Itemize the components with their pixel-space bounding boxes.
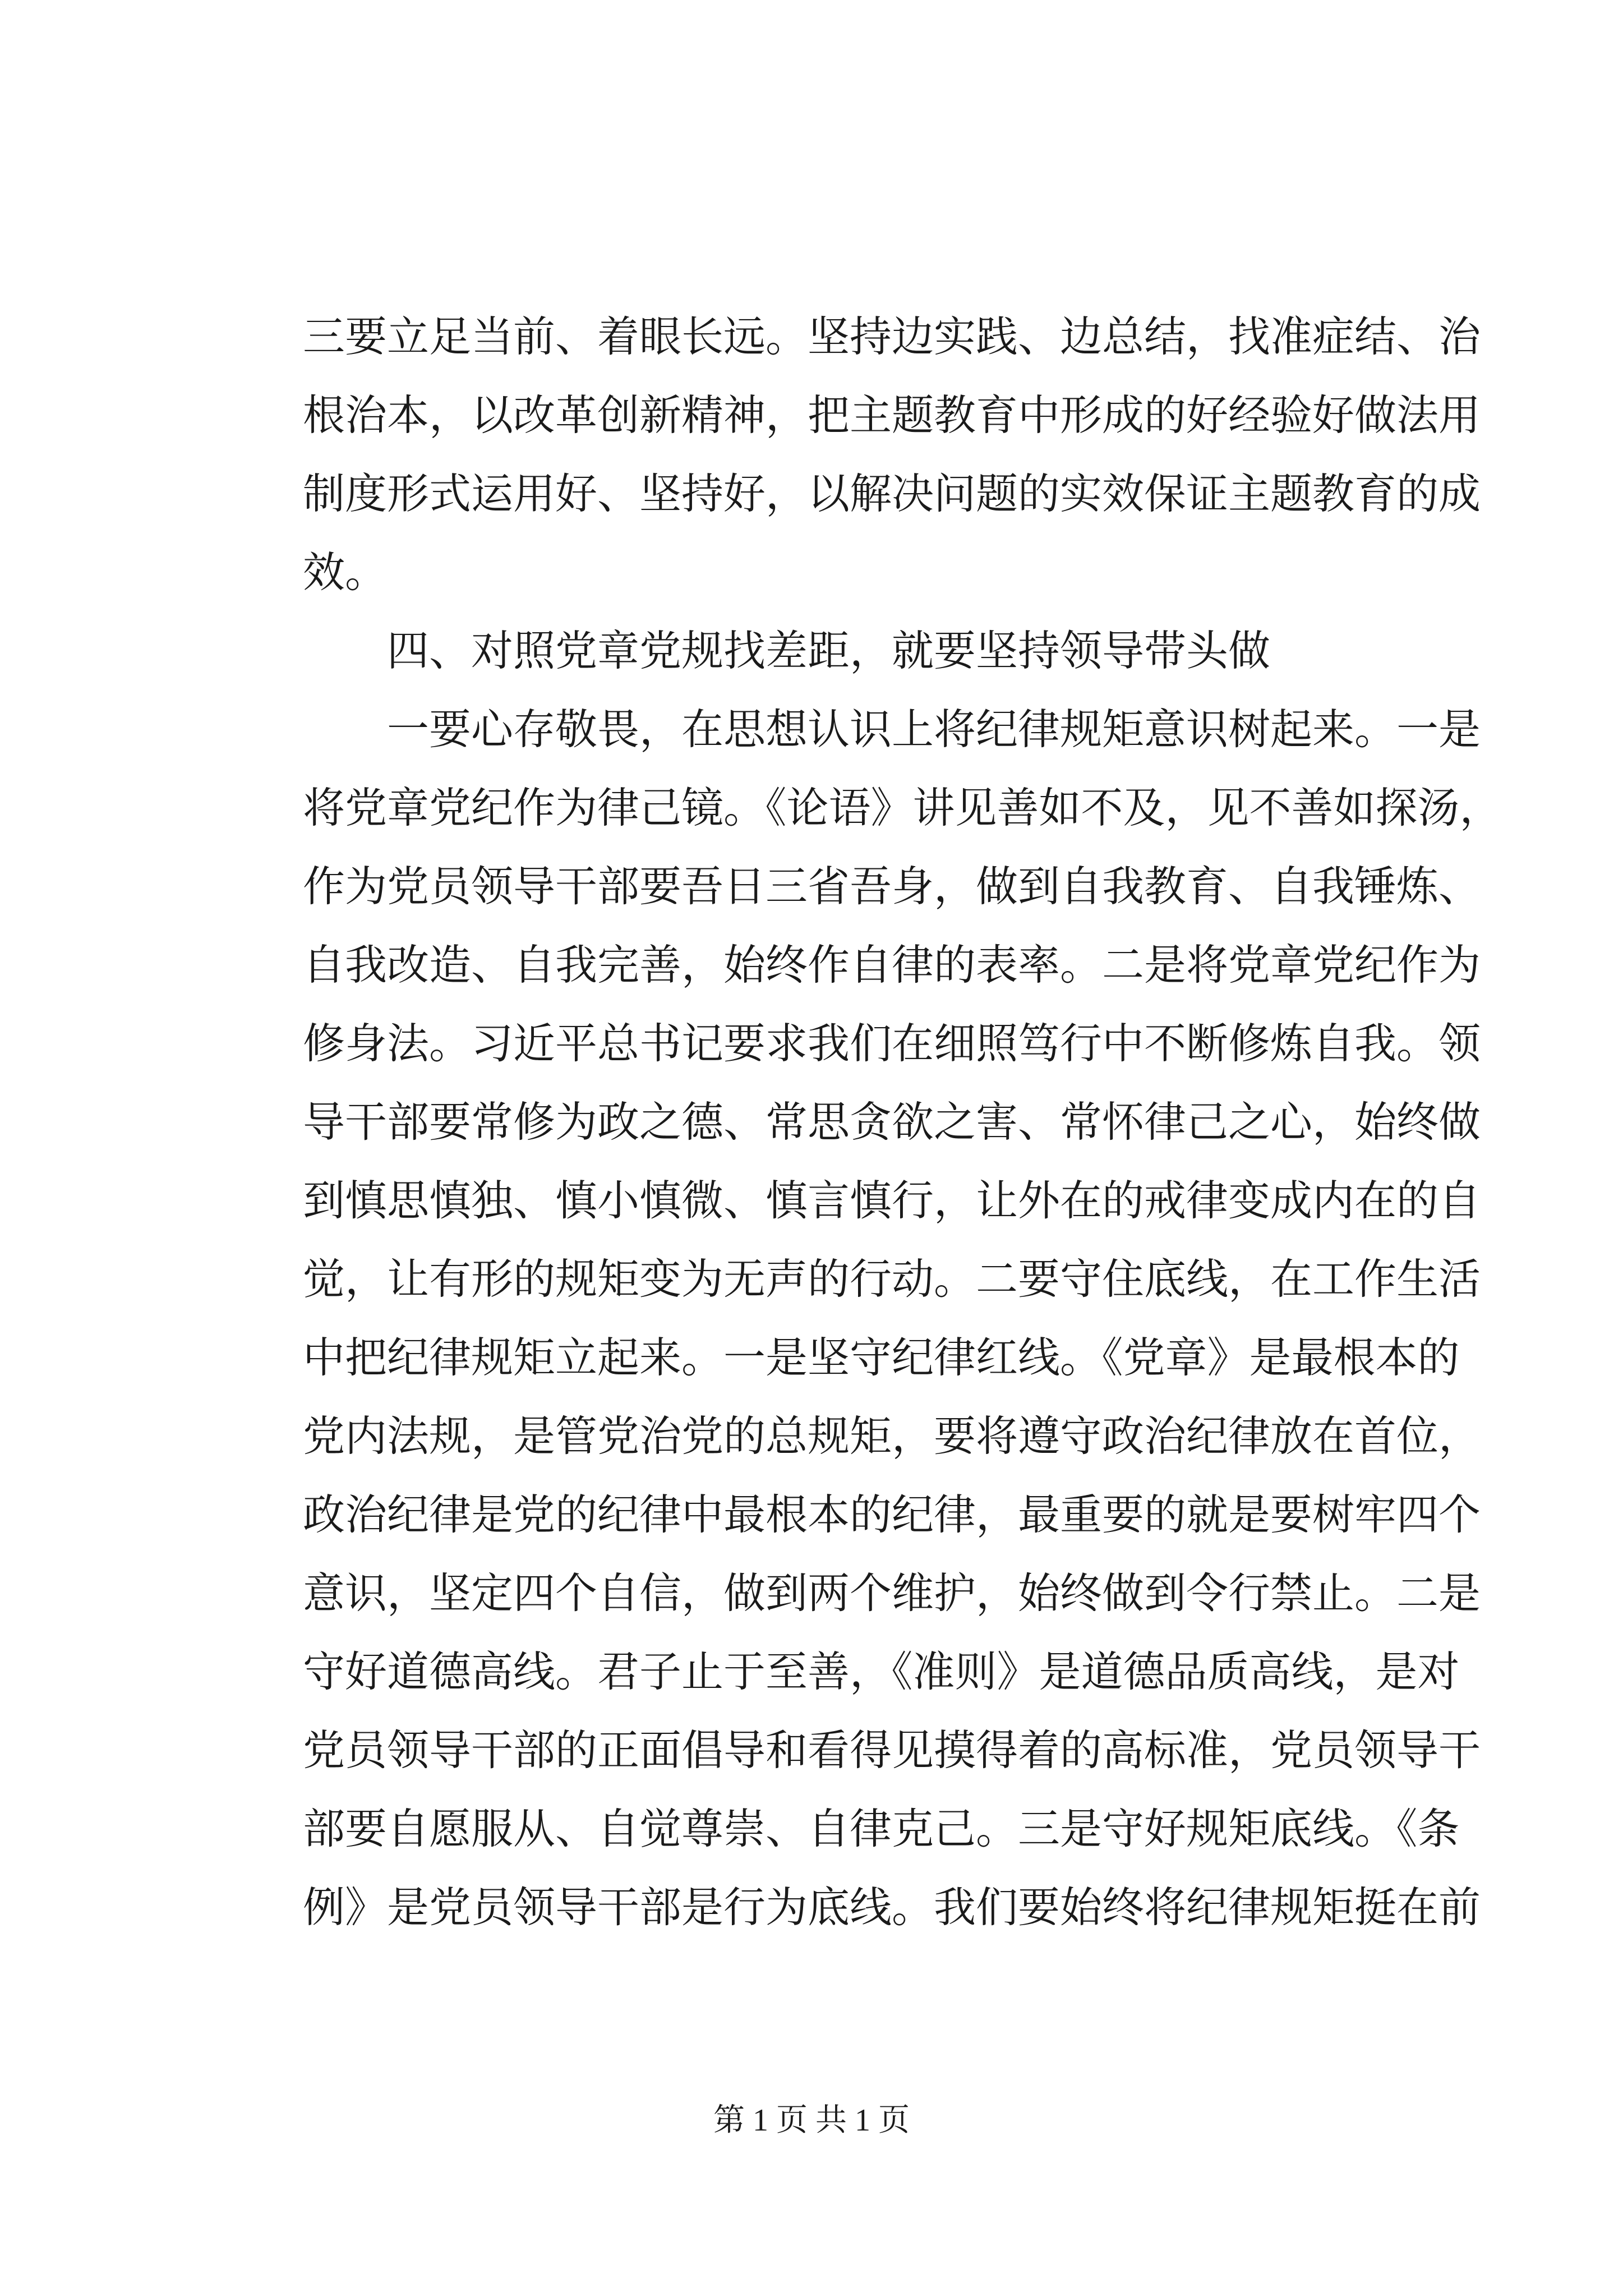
paragraph-line: 制度形式运用好、坚持好，以解决问题的实效保证主题教育的成 [303,469,1481,518]
paragraph-line: 部要自愿服从、自觉尊崇、自律克己。三是守好规矩底线。《条 [303,1804,1460,1853]
section-heading: 四、对照党章党规找差距，就要坚持领导带头做 [387,626,1271,675]
paragraph-line: 自我改造、自我完善，始终作自律的表率。二是将党章党纪作为 [303,940,1481,990]
paragraph-line: 政治纪律是党的纪律中最根本的纪律，最重要的就是要树牢四个 [303,1490,1481,1539]
paragraph-line: 中把纪律规矩立起来。一是坚守纪律红线。《党章》是最根本的 [303,1333,1460,1382]
paragraph-line: 三要立足当前、着眼长远。坚持边实践、边总结，找准症结、治 [303,312,1481,361]
paragraph-line: 作为党员领导干部要吾日三省吾身，做到自我教育、自我锤炼、 [303,862,1481,911]
paragraph-line: 根治本，以改革创新精神，把主题教育中形成的好经验好做法用 [303,390,1481,440]
paragraph-line: 觉，让有形的规矩变为无声的行动。二要守住底线，在工作生活 [303,1254,1481,1304]
paragraph-line: 党员领导干部的正面倡导和看得见摸得着的高标准，党员领导干 [303,1726,1481,1775]
paragraph-line: 守好道德高线。君子止于至善，《准则》是道德品质高线，是对 [303,1647,1460,1696]
paragraph-line: 到慎思慎独、慎小慎微、慎言慎行，让外在的戒律变成内在的自 [303,1176,1481,1225]
paragraph-line: 意识，坚定四个自信，做到两个维护，始终做到令行禁止。二是 [303,1568,1481,1618]
paragraph-line: 一要心存敬畏，在思想认识上将纪律规矩意识树起来。一是 [387,705,1481,754]
paragraph-line: 导干部要常修为政之德、常思贪欲之害、常怀律己之心，始终做 [303,1097,1481,1147]
page-number-footer: 第 1 页 共 1 页 [713,2103,910,2138]
paragraph-line: 将党章党纪作为律己镜。《论语》讲见善如不及，见不善如探汤， [303,783,1502,832]
paragraph-line: 党内法规，是管党治党的总规矩，要将遵守政治纪律放在首位， [303,1411,1481,1461]
paragraph-line: 修身法。习近平总书记要求我们在细照笃行中不断修炼自我。领 [303,1019,1481,1068]
paragraph-line: 效。 [303,547,388,597]
paragraph-line: 例》是党员领导干部是行为底线。我们要始终将纪律规矩挺在前 [303,1883,1481,1932]
